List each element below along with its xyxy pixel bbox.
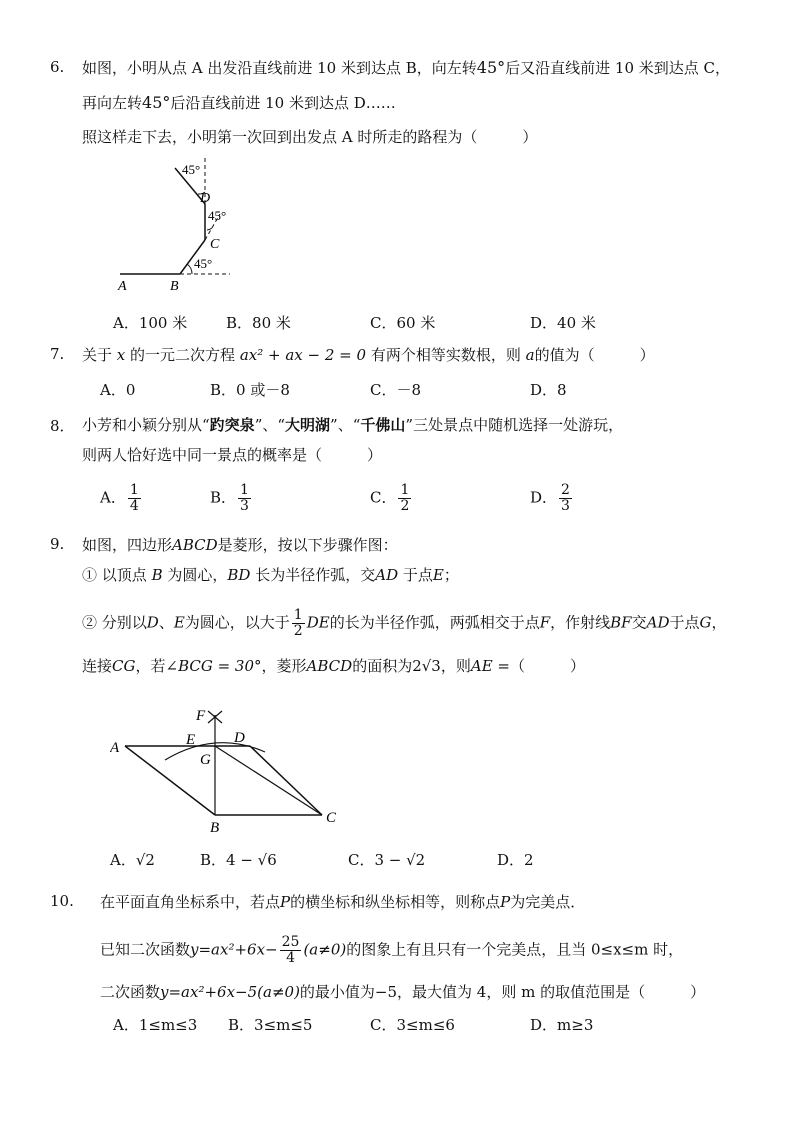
point-label-a: A <box>110 740 120 756</box>
point-label-a: A <box>118 279 127 292</box>
question-step-2: ② 分别以D、E为圆心，以大于 $\frac{1}{2}$ DE的长为半径作弧，两弧相交于点F，作射线BF交AD于点G， <box>82 607 727 639</box>
option-b: B．3≤m≤5 <box>228 1016 313 1034</box>
point-label-b: B <box>170 279 179 292</box>
option-b: B．0 或－8 <box>210 381 290 399</box>
walking-path-figure <box>110 152 270 292</box>
angle-label: 45° <box>182 162 201 177</box>
question-step-1: ① 以顶点 B 为圆心，BD 长为半径作弧，交AD 于点E； <box>82 566 459 584</box>
question-text: 则两人恰好选中同一景点的概率是（ ） <box>82 446 383 464</box>
option-a: A．1≤m≤3 <box>113 1016 198 1034</box>
question-number: 10. <box>50 892 74 910</box>
point-label-g: G <box>200 752 211 768</box>
option-c: C．60 米 <box>370 314 436 332</box>
option-d: D．2 <box>497 851 534 869</box>
rhombus-figure <box>110 700 360 840</box>
angle-label: 45° <box>194 256 213 271</box>
option-d: D．m≥3 <box>530 1016 594 1034</box>
option-b: B．4 − √6 <box>200 851 277 869</box>
option-b: B． $\frac{1}{3}$ <box>210 482 249 514</box>
option-a: A． $\frac{1}{4}$ <box>100 482 139 514</box>
option-c: C．3≤m≤6 <box>370 1016 455 1034</box>
question-number: 8． <box>50 417 75 435</box>
option-b: B．80 米 <box>226 314 291 332</box>
option-d: D． $\frac{2}{3}$ <box>530 482 570 514</box>
option-c: C．3 − √2 <box>348 851 426 869</box>
question-text: 如图，小明从点 A 出发沿直线前进 10 米到达点 B，向左转45°后又沿直线前进 10 米到达点 C， <box>82 58 731 77</box>
question-text: 关于 x 的一元二次方程 ax² + ax − 2 = 0 有两个相等实数根，则 a的值为（ ） <box>82 346 655 364</box>
point-label-c: C <box>210 237 220 252</box>
point-label-b: B <box>210 820 220 836</box>
question-text: 如图，四边形ABCD是菱形，按以下步骤作图： <box>82 536 398 554</box>
angle-label: 45° <box>208 208 227 223</box>
option-d: D．8 <box>530 381 567 399</box>
point-label-d: D <box>200 191 211 206</box>
option-a: A．100 米 <box>113 314 188 332</box>
option-c: C．－8 <box>370 381 422 399</box>
question-text: 再向左转45°后沿直线前进 10 米到达点 D…… <box>82 93 396 112</box>
question-text: 小芳和小颖分别从“趵突泉”、“大明湖”、“千佛山”三处景点中随机选择一处游玩， <box>82 416 624 434</box>
question-text: 已知二次函数y=ax²+6x− $\frac{25}{4}$ (a≠0)的图象上有且只有一个完美点，且当 0≤x≤m 时， <box>100 934 684 966</box>
question-step-3: 连接CG，若∠BCG = 30°，菱形ABCD的面积为2√3，则AE =（ ） <box>82 657 586 675</box>
equation: ax² + ax − 2 = 0 <box>239 346 367 364</box>
option-a: A．√2 <box>110 851 155 869</box>
option-a: A．0 <box>100 381 136 399</box>
question-text: 照这样走下去，小明第一次回到出发点 A 时所走的路程为（ ） <box>82 128 538 146</box>
option-c: C． $\frac{1}{2}$ <box>370 482 410 514</box>
question-number: 7. <box>50 345 65 363</box>
question-number: 6. <box>50 58 65 76</box>
point-label-e: E <box>186 732 196 748</box>
point-label-d: D <box>234 730 245 746</box>
question-text: 在平面直角坐标系中，若点P的横坐标和纵坐标相等，则称点P为完美点． <box>100 893 586 911</box>
point-label-c: C <box>326 810 337 826</box>
option-d: D．40 米 <box>530 314 596 332</box>
point-label-f: F <box>196 708 206 724</box>
question-text: 二次函数y=ax²+6x−5(a≠0)的最小值为−5，最大值为 4，则 m 的取值范围是（ ） <box>100 983 706 1001</box>
question-number: 9. <box>50 535 65 553</box>
